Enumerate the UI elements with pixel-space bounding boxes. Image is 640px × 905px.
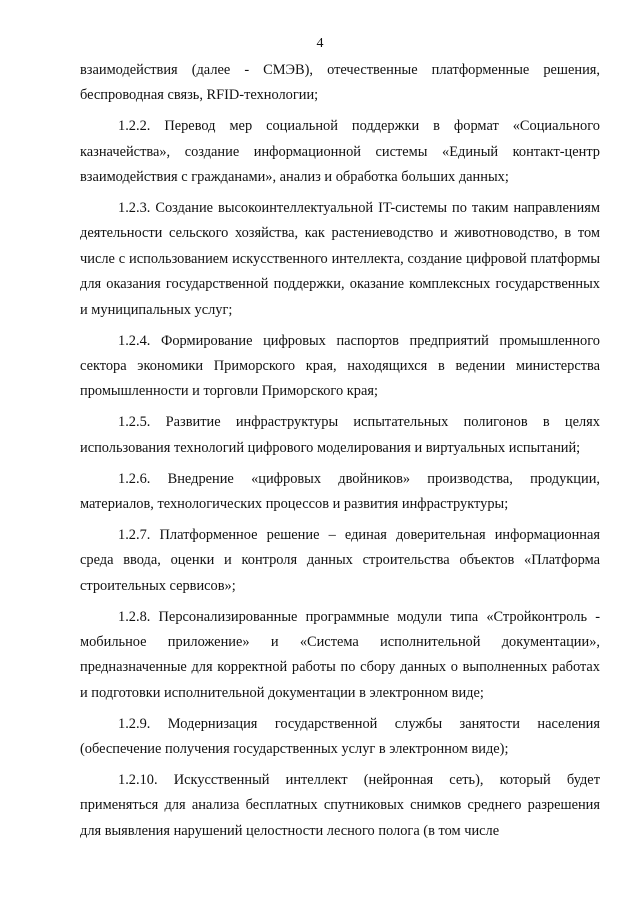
paragraph-1-2-4: 1.2.4. Формирование цифровых паспортов предприятий промышленного сектора экономики Приморского края, находящихся в ведении министерства промышленности и торговли Приморского края; (80, 332, 600, 400)
paragraph-1-2-5: 1.2.5. Развитие инфраструктуры испытательных полигонов в целях использования технологий цифрового моделирования и виртуальных испытаний; (80, 414, 600, 456)
paragraph-1-2-10: 1.2.10. Искусственный интеллект (нейронная сеть), который будет применяться для анализа бесплатных спутниковых снимков среднего разрешения для выявления нарушений целостности лесного полога (в том числе (80, 772, 600, 839)
paragraph-1-2-9: 1.2.9. Модернизация государственной службы занятости населения (обеспечение получения государственных услуг в электронном виде); (80, 715, 600, 758)
paragraph-1-2-8: 1.2.8. Персонализированные программные модули типа «Стройконтроль - мобильное приложение» и «Система исполнительной документации», предназначенные для корректной работы по сбору данных о выполненных работах и подготовки исполнительной документации в электронном виде; (80, 608, 600, 701)
document-body (80, 58, 600, 850)
paragraph-continuation: взаимодействия (далее - СМЭВ), отечественные платформенные решения, беспроводная связь, RFID-технологии; (80, 62, 600, 104)
page-number: 4 (316, 36, 324, 51)
paragraph-1-2-6: 1.2.6. Внедрение «цифровых двойников» производства, продукции, материалов, технологических процессов и развития инфраструктуры; (80, 470, 600, 512)
paragraph-1-2-2: 1.2.2. Перевод мер социальной поддержки в формат «Социального казначейства», создание информационной системы «Единый контакт-центр взаимодействия с гражданами», анализ и обработка больших данных; (80, 118, 600, 186)
paragraph-1-2-3: 1.2.3. Создание высокоинтеллектуальной IT-системы по таким направлениям деятельности сельского хозяйства, как растениеводство и животноводство, в том числе с использованием искусственного интеллекта, создание цифровой платформы для оказания государственной поддержки, оказание комплексных государственных и муниципальных услуг; (80, 200, 600, 318)
paragraph-1-2-7: 1.2.7. Платформенное решение – единая доверительная информационная среда ввода, оценки и контроля данных строительства объектов «Платформа строительных сервисов»; (80, 526, 600, 594)
